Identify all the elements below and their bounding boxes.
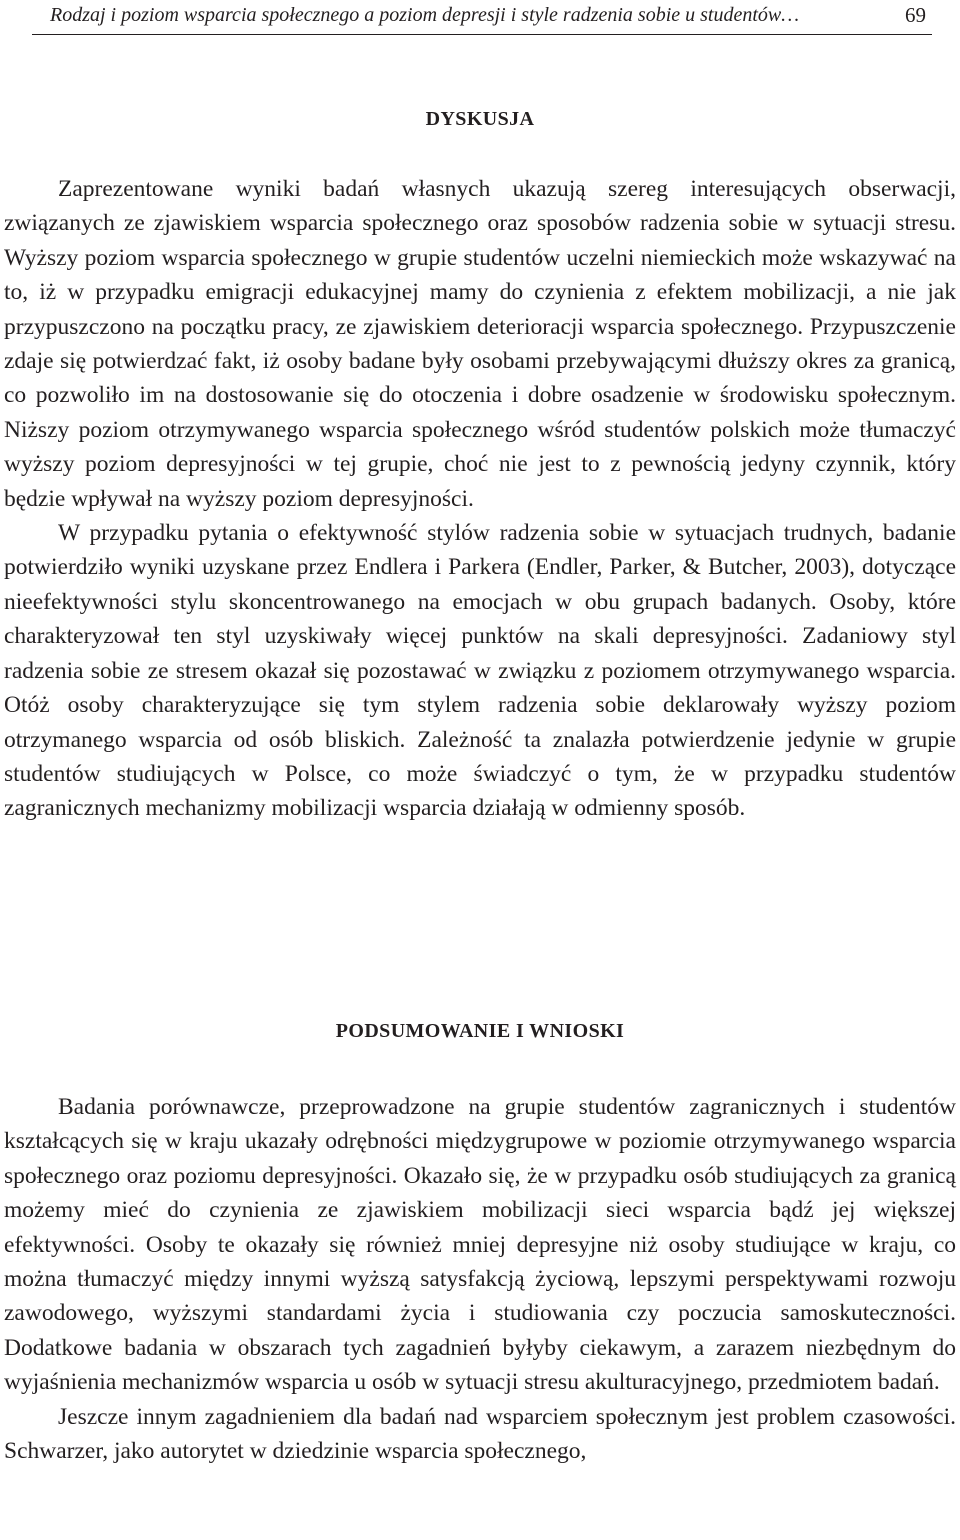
- page-number: 69: [905, 3, 926, 27]
- paragraph: W przypadku pytania o efektywność stylów radzenia sobie w sytuacjach trudnych, badanie potwierdziło wyniki uzyskane przez Endlera i Parkera (Endler, Parker, & Butcher, 2003), dotyczące nieefektywności stylu skoncentrowanego na emocjach w obu grupach badanych. Osoby, które charakteryzował ten styl uzyskiwały więcej punktów na skali depresyjności. Zadaniowy styl radzenia sobie ze stresem okazał się pozostawać w związku z poziomem otrzymywanego wsparcia. Otóż osoby charakteryzujące się tym stylem radzenia sobie deklarowały wyższy poziom otrzymanego wsparcia od osób bliskich. Zależność ta znalazła potwierdzenie jedynie w grupie studentów studiujących w Polsce, co może świadczyć o tym, że w przypadku studentów zagranicznych mechanizmy mobilizacji wsparcia działają w odmienny sposób.: [4, 520, 956, 822]
- running-header: [32, 0, 932, 35]
- section-body-podsumowanie: [4, 1090, 956, 1468]
- paragraph: Zaprezentowane wyniki badań własnych ukazują szereg interesujących obserwacji, związanych ze zjawiskiem wsparcia społecznego oraz sposobów radzenia sobie w sytuacji stresu. Wyższy poziom wsparcia społecznego w grupie studentów uczelni niemieckich może wskazywać na to, iż w przypadku emigracji edukacyjnej mamy do czynienia z efektem mobilizacji, a nie jak przypuszczono na początku pracy, ze zjawiskiem deterioracji wsparcia społecznego. Przypuszczenie zdaje się potwierdzać fakt, iż osoby badane były osobami przebywającymi dłuższy okres za granicą, co pozwoliło im na dostosowanie się do otoczenia i dobre osadzenie w środowisku społecznym. Niższy poziom otrzymywanego wsparcia społecznego wśród studentów polskich może tłumaczyć wyższy poziom depresyjności w tej grupie, choć nie jest to z pewnością jedyny czynnik, który będzie wpływał na wyższy poziom depresyjności.: [4, 176, 956, 512]
- running-header-title: Rodzaj i poziom wsparcia społecznego a poziom depresji i style radzenia sobie u studentów…: [50, 4, 800, 26]
- section-heading-dyskusja: DYSKUSJA: [425, 108, 535, 130]
- section-heading-podsumowanie: PODSUMOWANIE I WNIOSKI: [335, 1020, 625, 1042]
- paragraph: Jeszcze innym zagadnieniem dla badań nad wsparciem społecznym jest problem czasowości. Schwarzer, jako autorytet w dziedzinie wsparcia społecznego,: [4, 1403, 956, 1465]
- paragraph: Badania porównawcze, przeprowadzone na grupie studentów zagranicznych i studentów kształcących się w kraju ukazały odrębności międzygrupowe w poziomie otrzymywanego wsparcia społecznego oraz poziomu depresyjności. Okazało się, że w przypadku osób studiujących za granicą możemy mieć do czynienia ze zjawiskiem mobilizacji sieci wsparcia bądź jej większej efektywności. Osoby te okazały się również mniej depresyjne niż osoby studiujące w kraju, co można tłumaczyć między innymi wyższą satysfakcją życiową, lepszymi perspektywami rozwoju zawodowego, wyższymi standardami życia i studiowania czy poczucia samoskuteczności. Dodatkowe badania w obszarach tych zagadnień byłyby ciekawym, a zarazem niezbędnym do wyjaśnienia mechanizmów wsparcia u osób w sytuacji stresu akulturacyjnego, przedmiotem badań.: [4, 1094, 956, 1396]
- section-body-dyskusja: [4, 172, 956, 826]
